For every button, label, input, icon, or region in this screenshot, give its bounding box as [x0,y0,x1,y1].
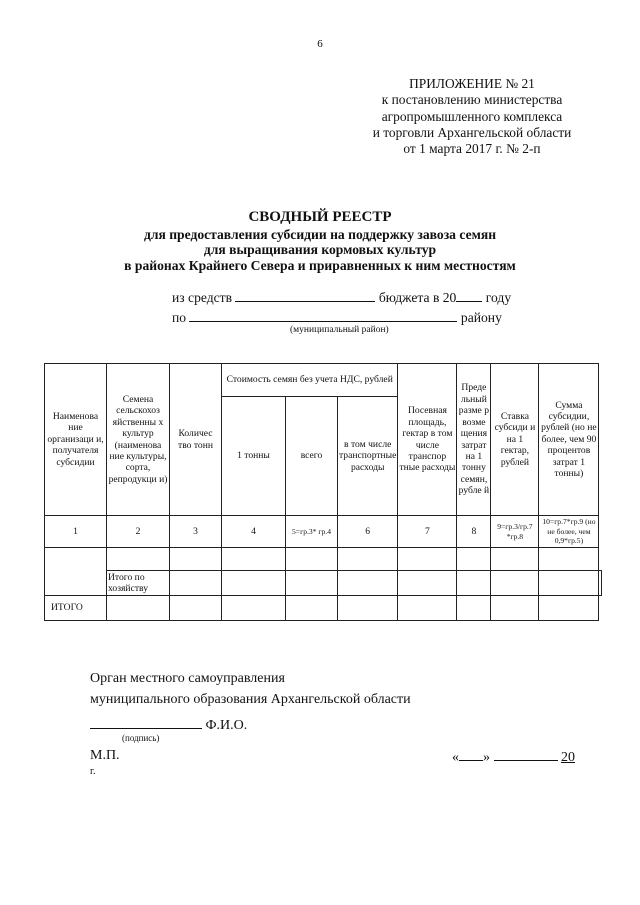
table-cell[interactable] [599,571,602,596]
table-cell[interactable] [286,596,338,621]
appendix-line: от 1 марта 2017 г. № 2-п [403,141,541,157]
table-cell[interactable] [170,548,222,571]
header-cost-total: всего [286,397,338,516]
budget-suffix: году [485,290,512,305]
table-cell[interactable] [107,596,170,621]
table-cell[interactable] [338,596,398,621]
district-suffix: району [460,310,502,325]
table-cell[interactable] [286,571,338,596]
table-cell[interactable] [491,571,539,596]
date-line [452,748,575,766]
date-open-quote: « [452,750,459,765]
fio-label: Ф.И.О. [205,718,248,733]
table-cell[interactable] [222,571,286,596]
column-number: 4 [222,516,286,548]
signature-line [90,716,247,734]
table-cell[interactable] [398,548,457,571]
appendix-header [352,76,592,157]
document-title [0,208,640,273]
header-cost-group: Стоимость семян без учета НДС, рублей [222,364,398,397]
header-tons: Количес тво тонн [170,364,222,516]
title-main: СВОДНЫЙ РЕЕСТР [248,209,392,225]
stamp-label: М.П. [90,748,120,763]
budget-year-blank[interactable] [456,289,482,302]
table-cell[interactable] [286,548,338,571]
signature-caption: (подпись) [122,733,160,743]
table-cell[interactable] [398,571,457,596]
year-suffix: г. [90,766,96,777]
organization-block [90,668,411,710]
column-number: 3 [170,516,222,548]
date-close-quote: » [483,750,490,765]
title-line: для предоставления субсидии на поддержку завоза семян [143,227,497,242]
table-cell[interactable] [457,548,491,571]
column-number: 7 [398,516,457,548]
table-cell[interactable] [491,548,539,571]
district-blank[interactable] [189,309,457,322]
table-cell[interactable] [338,548,398,571]
table-cell[interactable] [457,596,491,621]
column-number: 2 [107,516,170,548]
signature-blank[interactable] [90,716,202,729]
header-recipient: Наименова ние организаци и, получателя субсидии [45,364,107,516]
budget-line [172,289,511,306]
table-cell[interactable] [539,571,599,596]
header-cost-per-ton: 1 тонны [222,397,286,516]
budget-prefix: из средств [172,290,233,305]
appendix-line: ПРИЛОЖЕНИЕ № 21 [409,76,535,91]
title-line: для выращивания кормовых культур [203,242,437,258]
appendix-line: агропромышленного комплекса [381,108,563,124]
header-subsidy-sum: Сумма субсидии, рублей (но не более, чем 90 процентов затрат 1 тонны) [539,364,599,516]
column-number: 5=гр.3* гр.4 [286,516,338,548]
table-cell[interactable] [491,596,539,621]
org-line: муниципального образования Архангельской области [90,692,411,707]
table-cell[interactable] [222,596,286,621]
district-prefix: по [172,310,187,325]
table-cell[interactable] [107,548,170,571]
header-area: Посевная площадь, гектар в том числе транспор тные расходы [398,364,457,516]
table-cell[interactable] [45,548,107,596]
table-cell[interactable] [338,571,398,596]
table-cell[interactable] [170,571,222,596]
column-number: 8 [457,516,491,548]
table-cell[interactable] [539,596,599,621]
table-cell[interactable] [170,596,222,621]
table-cell[interactable] [457,571,491,596]
registry-table [44,363,602,621]
district-caption: (муниципальный район) [290,325,389,335]
date-day-blank[interactable] [459,748,483,761]
header-seeds: Семена сельскохоз яйственны х культур (наименова ние культуры, сорта, репродукци и) [107,364,170,516]
page-number: 6 [317,38,323,50]
table-cell[interactable] [539,548,599,571]
header-max-reimbursement: Преде льный разме р возме щения затрат на 1 тонну семян, рубле й [457,364,491,516]
appendix-line: к постановлению министерства [381,92,563,108]
budget-middle: бюджета в 20 [378,290,457,305]
column-number: 6 [338,516,398,548]
title-line: в районах Крайнего Севера и приравненных к ним местностям [124,257,516,273]
subtotal-label: Итого по хозяйству [107,571,170,596]
org-line: Орган местного самоуправления [90,671,285,686]
header-rate: Ставка субсиди и на 1 гектар, рублей [491,364,539,516]
table-cell[interactable] [398,596,457,621]
column-number: 10=гр.7*гр.9 (но не более, чем 0,9*гр.5) [539,516,599,548]
total-label: ИТОГО [45,596,107,621]
appendix-line: и торговли Архангельской области [372,124,572,140]
budget-source-blank[interactable] [235,289,375,302]
district-line [172,309,502,326]
date-year: 20 [561,750,575,765]
column-number: 9=гр.3/гр.7 *гр.8 [491,516,539,548]
column-number: 1 [45,516,107,548]
table-cell[interactable] [222,548,286,571]
header-transport: в том числе транспортные расходы [338,397,398,516]
date-month-blank[interactable] [494,748,558,761]
